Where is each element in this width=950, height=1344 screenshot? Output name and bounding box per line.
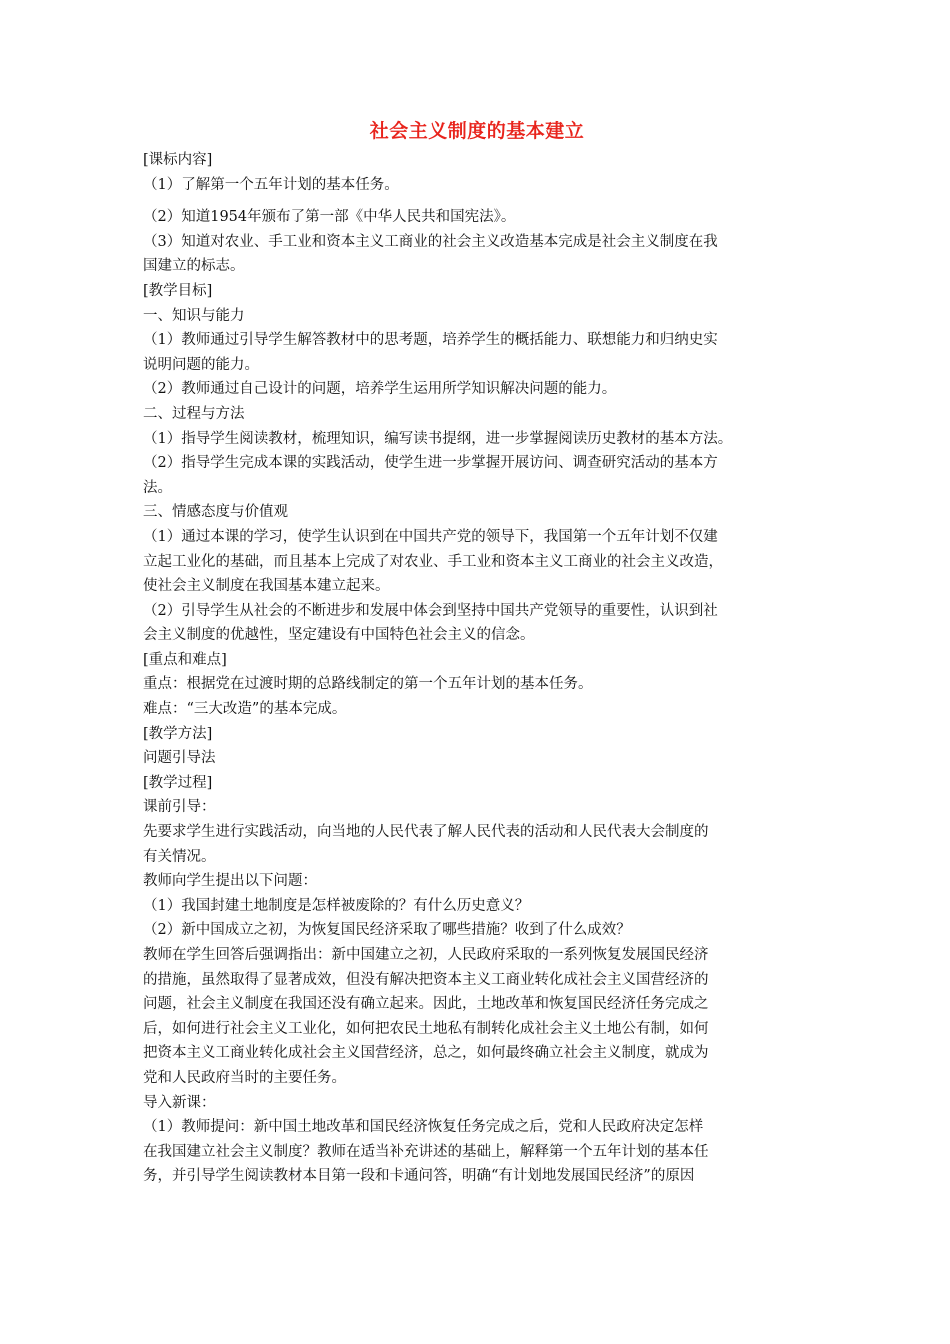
text-line: [教学方法] bbox=[143, 725, 213, 742]
text-line: 导入新课： bbox=[143, 1094, 216, 1111]
document-page bbox=[143, 118, 811, 1189]
text-line: [课标内容] bbox=[143, 152, 213, 168]
text-line: （2）知道1954年颁布了第一部《中华人民共和国宪法》。 bbox=[143, 209, 516, 226]
text-line: 在我国建立社会主义制度？教师在适当补充讲述的基础上，解释第一个五年计划的基本任 bbox=[143, 1143, 709, 1160]
text-line: [重点和难点] bbox=[143, 651, 227, 668]
text-line: （1）我国封建土地制度是怎样被废除的？有什么历史意义？ bbox=[143, 897, 530, 914]
document-body bbox=[143, 148, 811, 1189]
text-line: [教学过程] bbox=[143, 774, 213, 791]
text-line: 教师向学生提出以下问题： bbox=[143, 873, 317, 890]
text-line: 说明问题的能力。 bbox=[143, 356, 259, 373]
text-line: 重点：根据党在过渡时期的总路线制定的第一个五年计划的基本任务。 bbox=[143, 676, 593, 693]
text-line: （1）通过本课的学习，使学生认识到在中国共产党的领导下，我国第一个五年计划不仅建 bbox=[143, 528, 718, 545]
text-line: 课前引导： bbox=[143, 799, 216, 816]
text-line: 有关情况。 bbox=[143, 848, 216, 865]
paragraph-gap bbox=[143, 197, 811, 205]
text-line: 国建立的标志。 bbox=[143, 258, 245, 275]
text-line: 把资本主义工商业转化成社会主义国营经济，总之，如何最终确立社会主义制度，就成为 bbox=[143, 1045, 709, 1062]
text-line: 难点：“三大改造”的基本完成。 bbox=[143, 701, 347, 718]
text-line: [教学目标] bbox=[143, 282, 213, 299]
text-line: （2）指导学生完成本课的实践活动，使学生进一步掌握开展访问、调查研究活动的基本方 bbox=[143, 455, 718, 472]
text-line: （1）教师通过引导学生解答教材中的思考题，培养学生的概括能力、联想能力和归纳史实 bbox=[143, 332, 718, 349]
text-line: 法。 bbox=[143, 479, 172, 496]
text-line: 问题引导法 bbox=[143, 750, 216, 767]
text-line: 问题，社会主义制度在我国还没有确立起来。因此，土地改革和恢复国民经济任务完成之 bbox=[143, 996, 709, 1013]
text-line: 后，如何进行社会主义工业化，如何把农民土地私有制转化成社会主义土地公有制，如何 bbox=[143, 1020, 709, 1037]
text-line: 三、情感态度与价值观 bbox=[143, 504, 288, 521]
text-line: （2）教师通过自己设计的问题，培养学生运用所学知识解决问题的能力。 bbox=[143, 381, 617, 398]
text-line: 二、过程与方法 bbox=[143, 405, 245, 422]
document-title: 社会主义制度的基本建立 bbox=[369, 120, 585, 142]
text-line: 的措施，虽然取得了显著成效，但没有解决把资本主义工商业转化成社会主义国营经济的 bbox=[143, 971, 709, 988]
text-line: 一、知识与能力 bbox=[143, 307, 245, 324]
text-line: 先要求学生进行实践活动，向当地的人民代表了解人民代表的活动和人民代表大会制度的 bbox=[143, 824, 709, 841]
text-line: 务，并引导学生阅读教材本目第一段和卡通问答，明确“有计划地发展国民经济”的原因 bbox=[143, 1168, 695, 1185]
text-line: 使社会主义制度在我国基本建立起来。 bbox=[143, 578, 390, 595]
text-line: （1）教师提问：新中国土地改革和国民经济恢复任务完成之后，党和人民政府决定怎样 bbox=[143, 1119, 704, 1136]
text-line: 立起工业化的基础，而且基本上完成了对农业、手工业和资本主义工商业的社会主义改造， bbox=[143, 553, 723, 570]
text-line: （2）新中国成立之初，为恢复国民经济采取了哪些措施？收到了什么成效？ bbox=[143, 922, 631, 939]
text-line: （1）指导学生阅读教材，梳理知识，编写读书提纲，进一步掌握阅读历史教材的基本方法。 bbox=[143, 430, 733, 447]
text-line: 会主义制度的优越性，坚定建设有中国特色社会主义的信念。 bbox=[143, 627, 535, 644]
text-line: （1）了解第一个五年计划的基本任务。 bbox=[143, 176, 399, 193]
text-line: 党和人民政府当时的主要任务。 bbox=[143, 1069, 346, 1086]
text-line: 教师在学生回答后强调指出：新中国建立之初，人民政府采取的一系列恢复发展国民经济 bbox=[143, 947, 709, 963]
text-line: （3）知道对农业、手工业和资本主义工商业的社会主义改造基本完成是社会主义制度在我 bbox=[143, 233, 718, 250]
text-line: （2）引导学生从社会的不断进步和发展中体会到坚持中国共产党领导的重要性，认识到社 bbox=[143, 602, 718, 619]
